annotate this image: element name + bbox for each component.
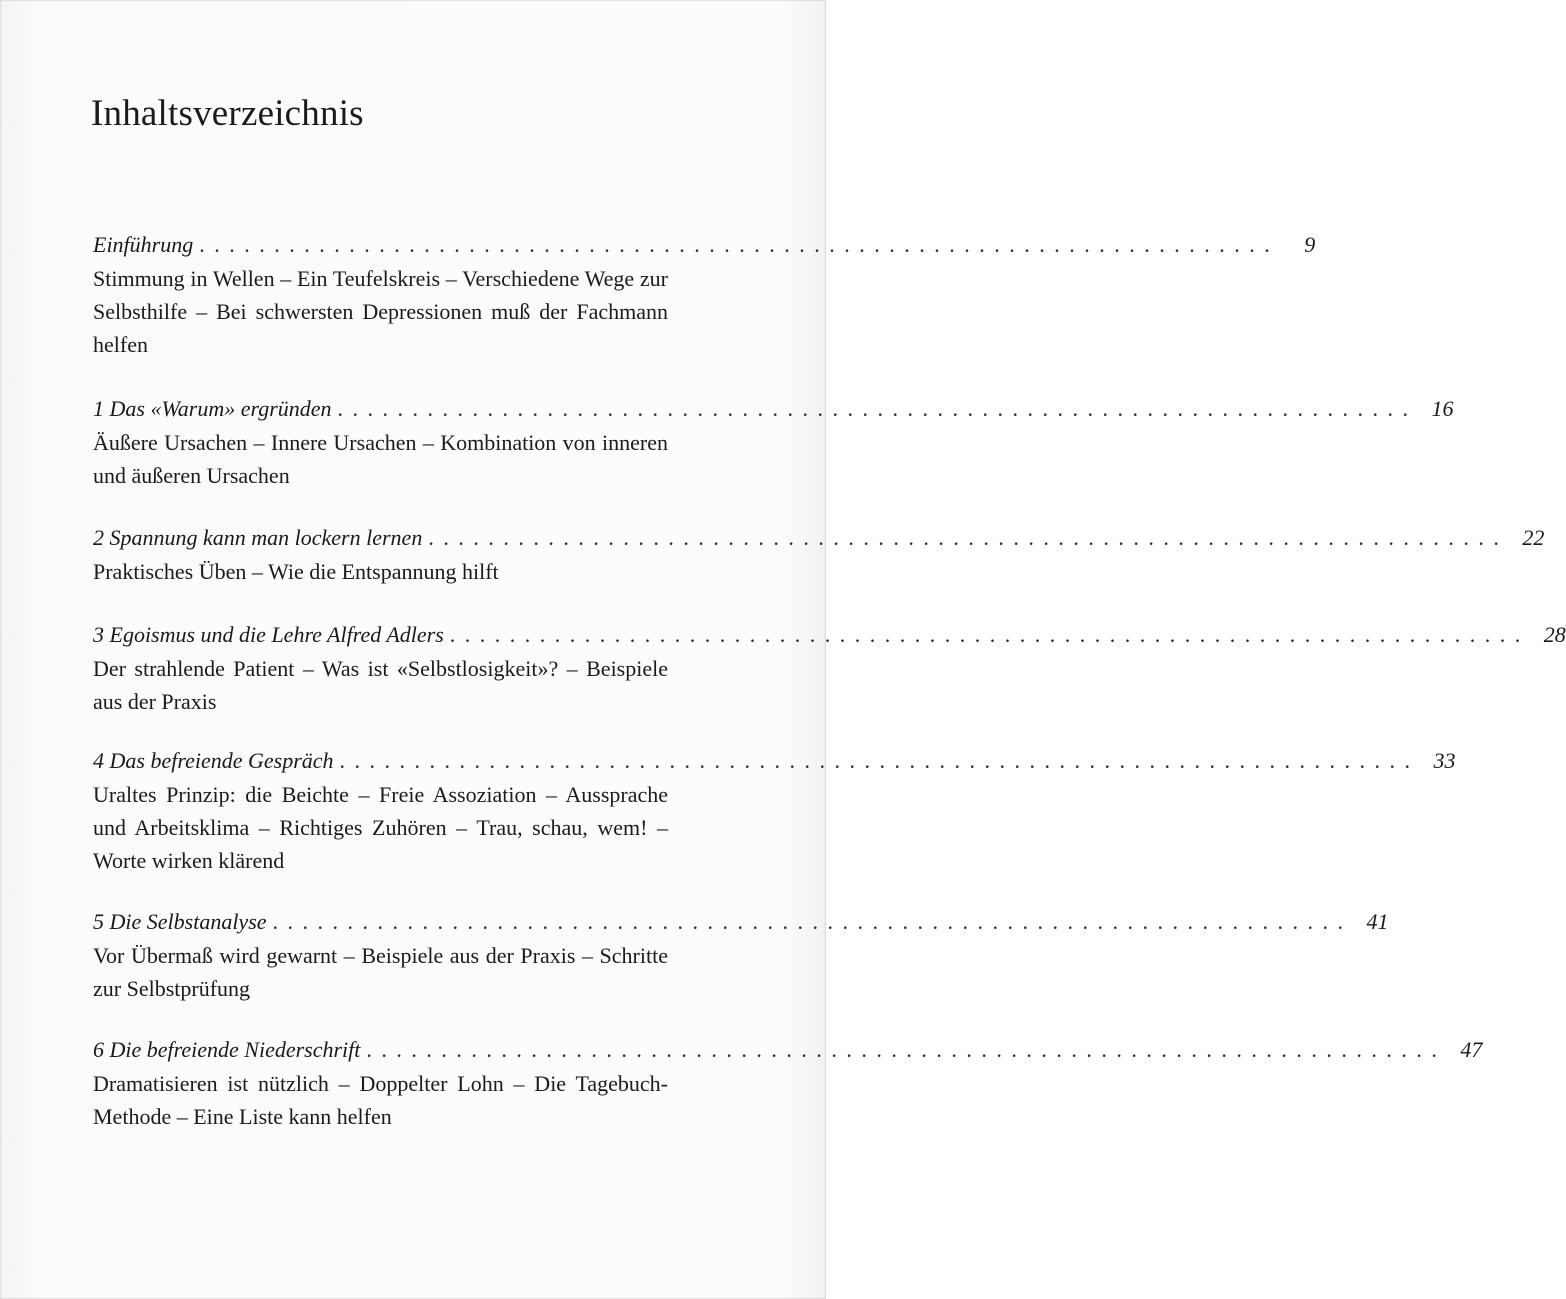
toc-entry-page-number: 47: [1460, 1037, 1483, 1062]
toc-entry-description: Der strahlende Patient – Was ist «Selbstlosigkeit»? – Beispiele aus der Praxis: [93, 656, 668, 714]
dot-leader: ........................................................................: [449, 622, 1530, 647]
dot-leader: ........................................................................: [272, 909, 1353, 934]
page-title: Inhaltsverzeichnis: [91, 93, 364, 134]
toc-entry-chapter-2: [93, 520, 1545, 588]
dot-leader: ........................................................................: [339, 748, 1420, 773]
toc-entry-title: 4 Das befreiende Gespräch: [93, 748, 334, 773]
toc-entry-description: Stimmung in Wellen – Ein Teufelskreis – Verschiedene Wege zur Selbsthilfe – Bei schwersten Depressionen muß der Fachmann helfen: [93, 266, 668, 357]
dot-leader: ........................................................................: [428, 525, 1509, 550]
toc-entry-title: 6 Die befreiende Niederschrift: [93, 1037, 361, 1062]
toc-entry-heading-line: [93, 391, 1454, 426]
toc-entry-title: 2 Spannung kann man lockern lernen: [93, 525, 423, 550]
toc-entry-description: Praktisches Üben – Wie die Entspannung hilft: [93, 559, 499, 584]
toc-entry-chapter-1: [93, 391, 1454, 492]
toc-entry-description: Uraltes Prinzip: die Beichte – Freie Assoziation – Aussprache und Arbeitsklima – Richtiges Zuhören – Trau, schau, wem! – Worte wirken klärend: [93, 782, 668, 873]
toc-entry-chapter-3: [93, 617, 1566, 718]
toc-entry-title: 3 Egoismus und die Lehre Alfred Adlers: [93, 622, 444, 647]
toc-entry-heading-line: [93, 520, 1545, 555]
dot-leader: ........................................................................: [199, 232, 1280, 257]
toc-entry-page-number: 33: [1433, 748, 1456, 773]
toc-entry-description: Dramatisieren ist nützlich – Doppelter Lohn – Die Tagebuch-Methode – Eine Liste kann helfen: [93, 1071, 668, 1129]
toc-entry-title: Einführung: [93, 232, 194, 257]
toc-entry-page-number: 41: [1366, 909, 1389, 934]
toc-entry-heading-line: [93, 617, 1566, 652]
toc-entry-page-number: 28: [1543, 622, 1566, 647]
toc-entry-page-number: 22: [1522, 525, 1545, 550]
toc-entry-page-number: 9: [1304, 232, 1316, 257]
toc-entry-heading-line: [93, 1032, 1483, 1067]
toc-entry-heading-line: [93, 743, 1456, 778]
dot-leader: ........................................................................: [337, 396, 1418, 421]
toc-entry-einfuehrung: [93, 227, 1316, 361]
toc-entry-heading-line: [93, 904, 1389, 939]
toc-entry-chapter-5: [93, 904, 1389, 1005]
toc-entry-heading-line: [93, 227, 1316, 262]
toc-entry-description: Äußere Ursachen – Innere Ursachen – Kombination von inneren und äußeren Ursachen: [93, 430, 668, 488]
toc-entry-title: 1 Das «Warum» ergründen: [93, 396, 332, 421]
toc-entry-chapter-6: [93, 1032, 1483, 1133]
toc-entry-title: 5 Die Selbstanalyse: [93, 909, 267, 934]
toc-entry-description: Vor Übermaß wird gewarnt – Beispiele aus der Praxis – Schritte zur Selbstprüfung: [93, 943, 668, 1001]
dot-leader: ........................................................................: [366, 1037, 1447, 1062]
toc-entry-chapter-4: [93, 743, 1456, 877]
toc-entry-page-number: 16: [1431, 396, 1454, 421]
